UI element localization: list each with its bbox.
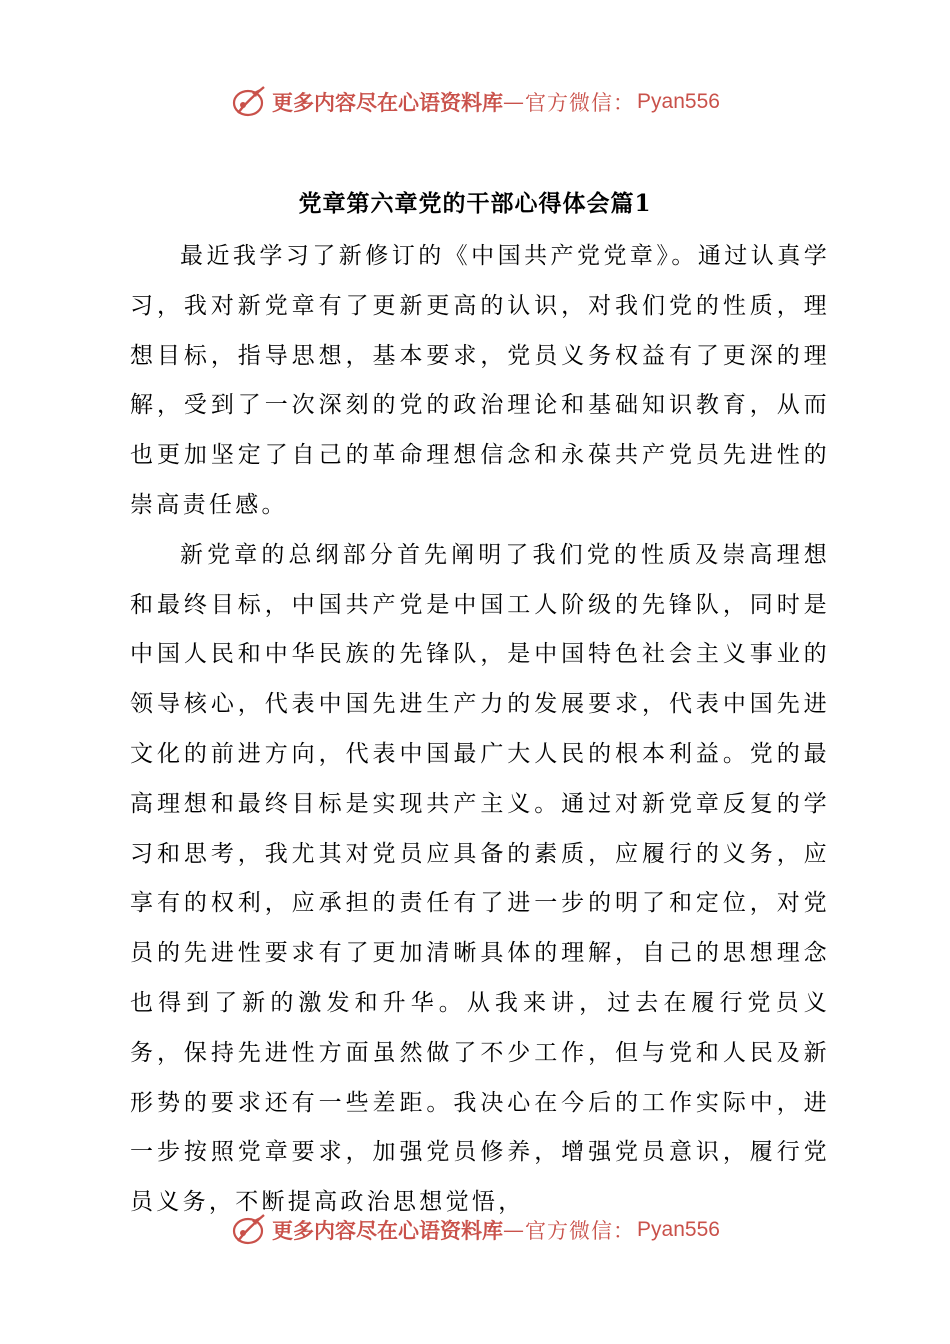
document-title: 党章第六章党的干部心得体会篇1 (298, 190, 652, 217)
watermark-site-text: 更多内容尽在心语资料库 (272, 90, 504, 115)
document-body (130, 232, 830, 1228)
watermark-wechat-id: Pyan556 (637, 90, 720, 113)
footer-watermark (0, 1208, 950, 1252)
quill-seal-icon (230, 83, 268, 121)
paragraph: 最近我学习了新修订的《中国共产党党章》。通过认真学习，我对新党章有了更新更高的认识，对我们党的性质，理想目标，指导思想，基本要求，党员义务权益有了更深的理解，受到了一次深刻的党的政治理论和基础知识教育，从而也更加坚定了自己的革命理想信念和永葆共产党员先进性的崇高责任感。 (130, 243, 830, 518)
watermark-separator: — (503, 90, 526, 114)
watermark-wechat-id: Pyan556 (637, 1218, 720, 1241)
watermark-wechat-label: 官方微信： (525, 1219, 636, 1243)
header-watermark (0, 80, 950, 124)
watermark-separator: — (503, 1218, 526, 1242)
watermark-wechat-label: 官方微信： (525, 91, 636, 115)
paragraph: 新党章的总纲部分首先阐明了我们党的性质及崇高理想和最终目标，中国共产党是中国工人阶级的先锋队，同时是中国人民和中华民族的先锋队，是中国特色社会主义事业的领导核心，代表中国先进生产力的发展要求，代表中国先进文化的前进方向，代表中国最广大人民的根本利益。党的最高理想和最终目标是实现共产主义。通过对新党章反复的学习和思考，我尤其对党员应具备的素质，应履行的义务，应享有的权利，应承担的责任有了进一步的明了和定位，对党员的先进性要求有了更加清晰具体的理解，自己的思想理念也得到了新的激发和升华。从我来讲，过去在履行党员义务，保持先进性方面虽然做了不少工作，但与党和人民及新形势的要求还有一些差距。我决心在今后的工作实际中，进一步按照党章要求，加强党员修养，增强党员意识，履行党员义务，不断提高政治思想觉悟， (130, 541, 830, 1216)
quill-seal-icon (230, 1211, 268, 1249)
watermark-site-text: 更多内容尽在心语资料库 (272, 1218, 504, 1243)
